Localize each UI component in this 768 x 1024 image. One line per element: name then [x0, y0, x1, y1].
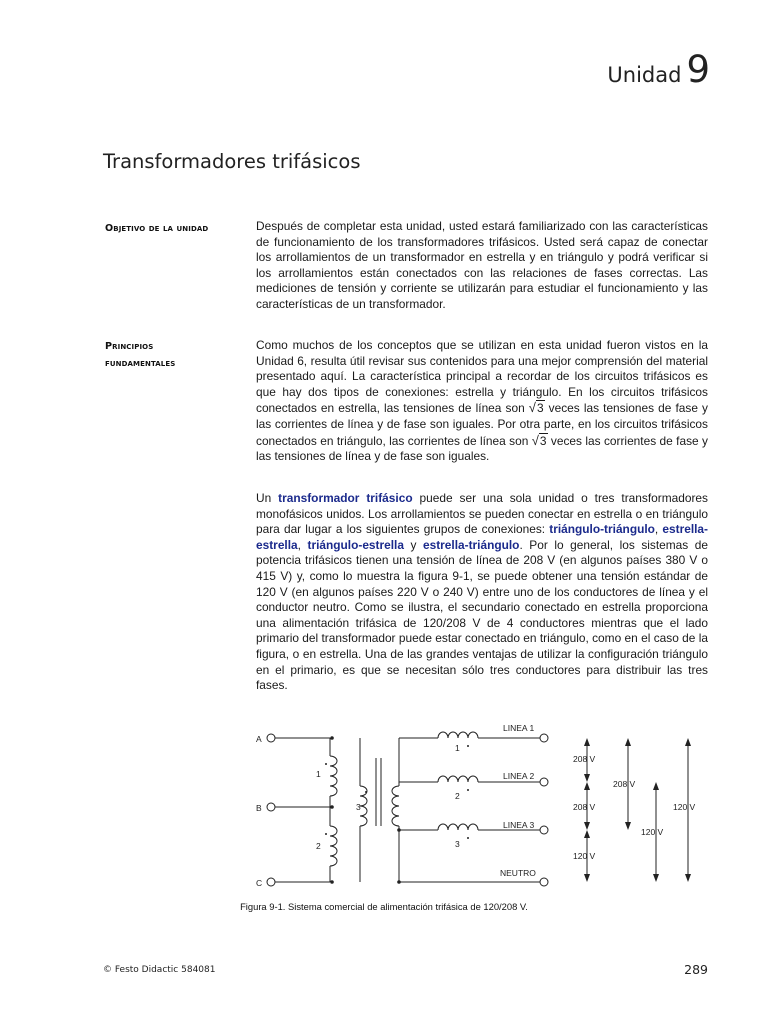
- arrowhead: [584, 782, 590, 790]
- voltage-label-120-2n: 120 V: [641, 827, 664, 837]
- primary-coil-label-3: 3: [356, 802, 361, 812]
- polarity-dot: [467, 789, 469, 791]
- arrowhead: [625, 738, 631, 746]
- p2-text: y: [403, 537, 423, 552]
- arrowhead: [584, 822, 590, 830]
- arrowhead: [685, 874, 691, 882]
- p2-text: Un: [256, 491, 279, 505]
- polarity-dot: [325, 833, 327, 835]
- p2-text: puede ser una sola unidad o tres transformadores monofásicos unidos. Los arrollamientos se pueden conectar en estrella o en triángulo para dar lugar a los siguientes grupos de conexiones:: [256, 491, 708, 537]
- unit-number: 9: [686, 48, 710, 91]
- primary-coil-label-2: 2: [316, 841, 321, 851]
- voltage-label-120-3n: 120 V: [573, 851, 596, 861]
- terminal-label-c: C: [256, 878, 263, 888]
- arrowhead: [584, 774, 590, 782]
- linea-2-terminal: [540, 778, 548, 786]
- arrowhead: [625, 822, 631, 830]
- arrowhead: [584, 830, 590, 838]
- footer-copyright: © Festo Didactic 584081: [103, 965, 216, 975]
- voltage-label-208-12: 208 V: [573, 754, 596, 764]
- sqrt-symbol: √3: [531, 432, 547, 448]
- term-transformador-trifasico: transformador trifásico: [278, 491, 413, 505]
- objetivo-text: Después de completar esta unidad, usted estará familiarizado con las características de funcionamiento de los transformadores trifásicos. Usted será capaz de conectar los arrollamientos de un transformador en estrella y en triángulo y podrá verificar si los arrollamientos están conectados con las relaciones de fases correctas. Las mediciones de tensión y corriente se utilizarán para estudiar el funcionamiento y las características de un transformador.: [256, 219, 708, 311]
- term-triangulo-triangulo: triángulo-triángulo: [549, 522, 655, 537]
- junction-dot: [330, 880, 334, 884]
- junction-dot: [330, 805, 334, 809]
- junction-dot: [397, 828, 401, 832]
- arrowhead: [584, 874, 590, 882]
- linea-3-terminal: [540, 826, 548, 834]
- line-label-linea-1: LINEA 1: [503, 723, 535, 733]
- sqrt-symbol: √3: [528, 400, 544, 416]
- line-label-neutro: NEUTRO: [500, 868, 536, 878]
- terminal-label-b: B: [256, 803, 262, 813]
- secondary-coil-label-2: 2: [455, 791, 460, 801]
- secondary-coil-2: [438, 776, 478, 782]
- terminal-b-circle: [267, 803, 275, 811]
- secondary-coil-1: [438, 732, 478, 738]
- objetivo-heading: Objetivo de la unidad: [105, 223, 209, 234]
- term-triangulo-estrella: triángulo-estrella: [307, 537, 404, 552]
- unit-word: Unidad: [607, 63, 682, 87]
- principios-heading-line2: fundamentales: [105, 358, 176, 369]
- polarity-dot: [365, 791, 367, 793]
- terminal-label-a: A: [256, 734, 262, 744]
- secondary-coil-3: [438, 824, 478, 830]
- secondary-coil-label-1: 1: [455, 743, 460, 753]
- junction-dot: [330, 736, 334, 740]
- line-label-linea-2: LINEA 2: [503, 771, 535, 781]
- voltage-label-208-23: 208 V: [573, 802, 596, 812]
- linea-1-terminal: [540, 734, 548, 742]
- primary-coil-label-1: 1: [316, 769, 321, 779]
- voltage-label-208-13: 208 V: [613, 779, 636, 789]
- terminal-c-circle: [267, 878, 275, 886]
- arrowhead: [653, 874, 659, 882]
- chapter-title: Transformadores trifásicos: [103, 150, 361, 173]
- p1-part-a: Como muchos de los conceptos que se utilizan en esta unidad fueron vistos en la Unidad 6, resulta útil revisar sus contenidos para una mejor comprensión del material presentado aquí. La característica principal a recordar de los circuitos trifásicos es que hay dos tipos de conexiones: estrella y triángulo. En los circuitos trifásicos conectados en estrella, las tensiones de línea son: [256, 338, 708, 416]
- term-estrella-triangulo: estrella-triángulo: [422, 537, 520, 552]
- secondary-coil-common: [392, 786, 399, 826]
- page-number: 289: [684, 962, 708, 977]
- line-label-linea-3: LINEA 3: [503, 820, 535, 830]
- p1-part-c: veces las corrientes de fase y las tensiones de línea y de fase son iguales.: [256, 433, 708, 464]
- primary-coil-2: [330, 826, 337, 866]
- p2-text: ,: [654, 522, 663, 537]
- p2-text: ,: [297, 537, 308, 552]
- arrowhead: [653, 782, 659, 790]
- principios-heading-line1: Principios: [105, 341, 154, 352]
- primary-coil-1: [330, 756, 337, 796]
- terminal-a-circle: [267, 734, 275, 742]
- voltage-label-120-1n: 120 V: [673, 802, 696, 812]
- arrowhead: [584, 738, 590, 746]
- junction-dot: [397, 880, 401, 884]
- figure-caption: Figura 9-1. Sistema comercial de alimentación trifásica de 120/208 V.: [240, 901, 528, 912]
- term-estrella-estrella: estrella-estrella: [256, 522, 708, 552]
- polarity-dot: [467, 837, 469, 839]
- polarity-dot: [325, 763, 327, 765]
- p2-text: . Por lo general, los sistemas de potencia trifásicos tienen una tensión de línea de 208 V (en algunos países 380 V o 415 V) y, como lo muestra la figura 9-1, se puede obtener una tensión estándar de 120 V (en algunos países 220 V o 240 V) entre uno de los conductores de línea y el conductor neutro. Como se ilustra, el secundario conectado en estrella proporciona una alimentación trifásica de 120/208 V de 4 conductores mientras que el lado primario del transformador puede estar conectado en triángulo, como en el caso de la figura, o en estrella. Una de las grandes ventajas de utilizar la configuración triángulo en el primario, es que se necesitan sólo tres conductores para distribuir las tres fases.: [256, 537, 708, 693]
- polarity-dot: [467, 745, 469, 747]
- p1-part-b: veces las tensiones de fase y las corrientes de línea y de fase son iguales. Por otra parte, en los circuitos trifásicos conectados en triángulo, las corrientes de línea son: [256, 401, 708, 448]
- secondary-coil-label-3: 3: [455, 839, 460, 849]
- neutro-terminal: [540, 878, 548, 886]
- arrowhead: [685, 738, 691, 746]
